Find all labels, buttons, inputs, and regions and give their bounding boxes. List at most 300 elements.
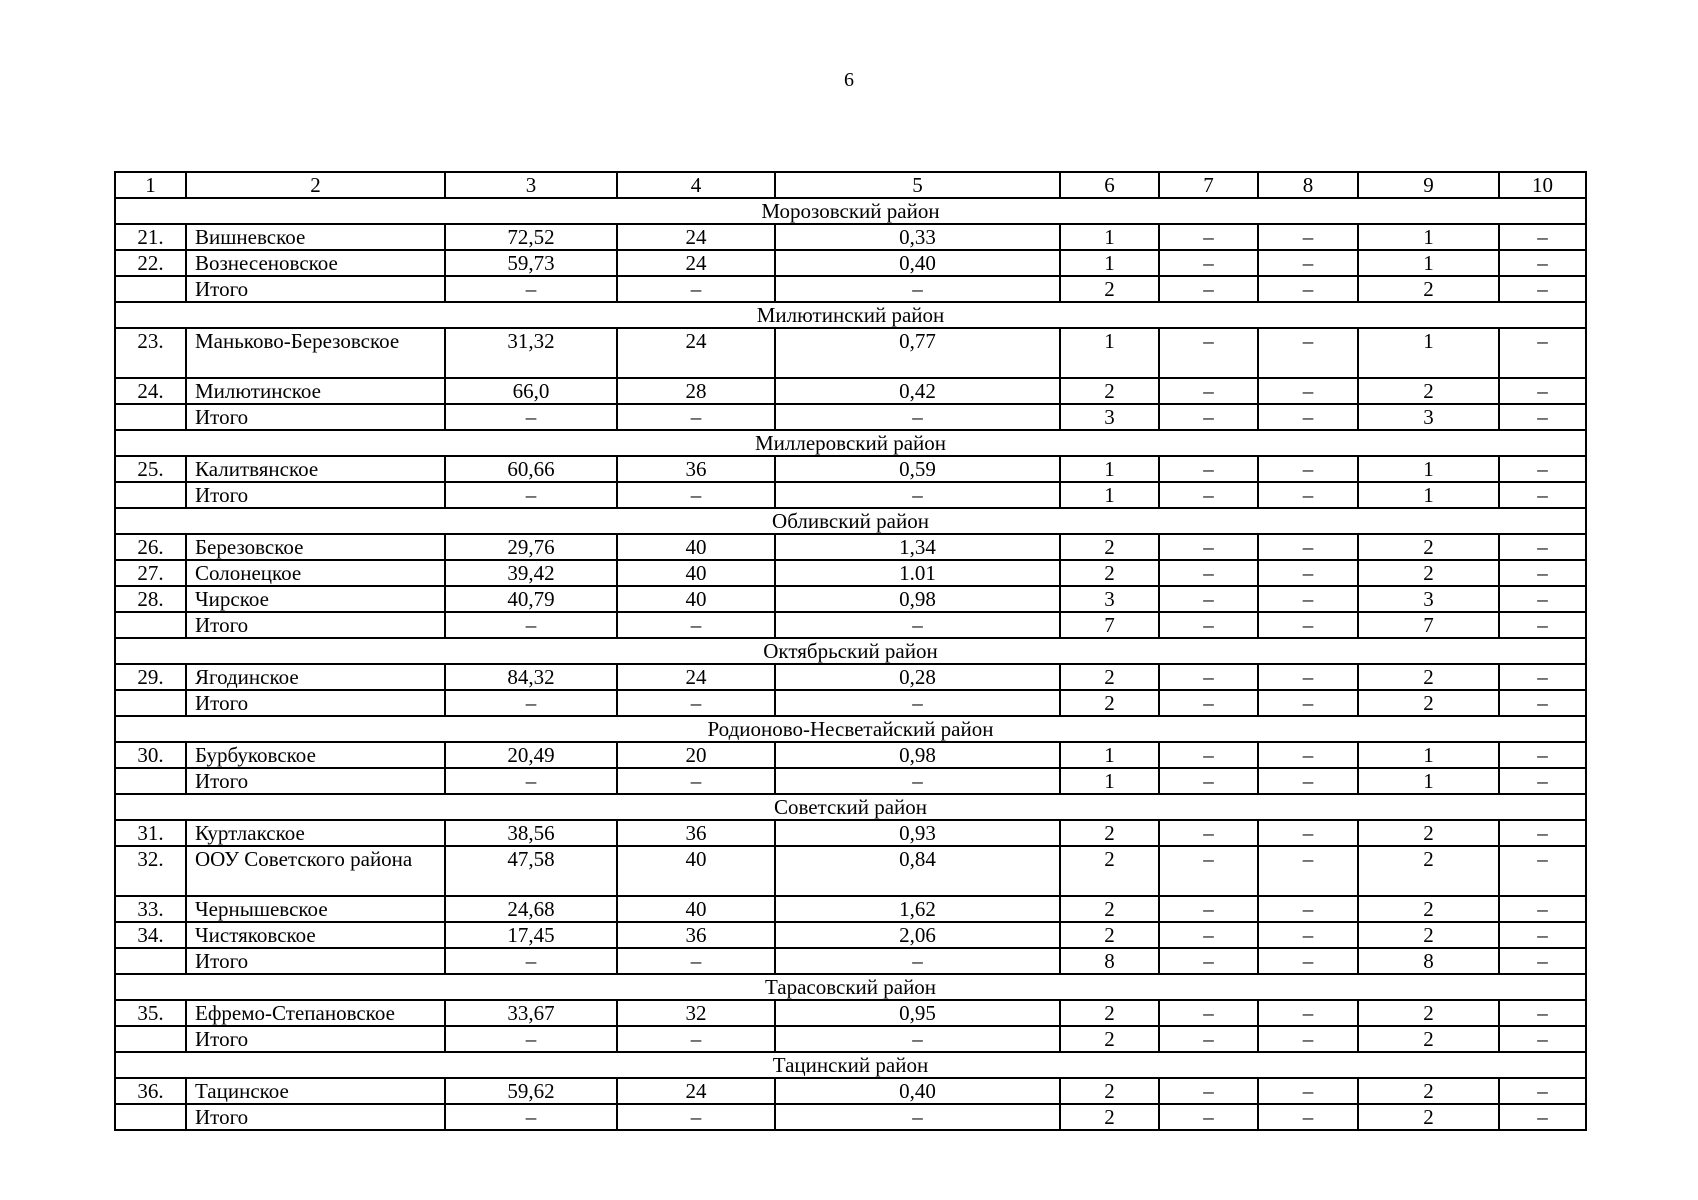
row-number-cell: 36. bbox=[115, 1078, 186, 1104]
value-cell: 24 bbox=[617, 328, 775, 378]
value-cell: 1.01 bbox=[775, 560, 1060, 586]
value-cell: – bbox=[1159, 948, 1258, 974]
value-cell: – bbox=[1159, 560, 1258, 586]
row-number-cell: 28. bbox=[115, 586, 186, 612]
settlement-name-cell: Бурбуковское bbox=[186, 742, 445, 768]
district-section-row bbox=[115, 794, 1586, 820]
value-cell: 0,98 bbox=[775, 742, 1060, 768]
district-section-row bbox=[115, 716, 1586, 742]
value-cell: 0,28 bbox=[775, 664, 1060, 690]
value-cell: 2 bbox=[1358, 1026, 1499, 1052]
value-cell: – bbox=[1258, 1078, 1358, 1104]
value-cell: – bbox=[1499, 276, 1586, 302]
district-title: Миллеровский район bbox=[115, 430, 1586, 456]
table-row bbox=[115, 456, 1586, 482]
district-section-row bbox=[115, 198, 1586, 224]
value-cell: – bbox=[1159, 1078, 1258, 1104]
value-cell: – bbox=[617, 1026, 775, 1052]
total-row bbox=[115, 948, 1586, 974]
settlement-name-cell: Ягодинское bbox=[186, 664, 445, 690]
value-cell: – bbox=[1499, 250, 1586, 276]
table-row bbox=[115, 534, 1586, 560]
table-row bbox=[115, 1000, 1586, 1026]
value-cell: – bbox=[1499, 846, 1586, 896]
total-row bbox=[115, 690, 1586, 716]
value-cell: 47,58 bbox=[445, 846, 617, 896]
value-cell: 0,59 bbox=[775, 456, 1060, 482]
value-cell: – bbox=[775, 612, 1060, 638]
value-cell: 60,66 bbox=[445, 456, 617, 482]
total-row bbox=[115, 768, 1586, 794]
row-number-cell: 23. bbox=[115, 328, 186, 378]
value-cell: 0,95 bbox=[775, 1000, 1060, 1026]
value-cell: – bbox=[1258, 250, 1358, 276]
value-cell: – bbox=[1159, 896, 1258, 922]
value-cell: – bbox=[1258, 378, 1358, 404]
district-title: Морозовский район bbox=[115, 198, 1586, 224]
table-row bbox=[115, 560, 1586, 586]
value-cell: – bbox=[1499, 948, 1586, 974]
row-number-cell: 29. bbox=[115, 664, 186, 690]
table-row bbox=[115, 846, 1586, 896]
row-number-cell: 34. bbox=[115, 922, 186, 948]
value-cell: – bbox=[1258, 534, 1358, 560]
settlement-name-cell: Ефремо-Степановское bbox=[186, 1000, 445, 1026]
column-number-cell: 10 bbox=[1499, 172, 1586, 198]
value-cell: – bbox=[1159, 664, 1258, 690]
value-cell: 3 bbox=[1060, 404, 1159, 430]
table-row bbox=[115, 922, 1586, 948]
value-cell: 1 bbox=[1060, 482, 1159, 508]
value-cell: – bbox=[1258, 948, 1358, 974]
settlements-table bbox=[114, 171, 1587, 1131]
value-cell: 0,84 bbox=[775, 846, 1060, 896]
settlement-name-cell: Калитвянское bbox=[186, 456, 445, 482]
value-cell: 0,98 bbox=[775, 586, 1060, 612]
value-cell: – bbox=[1159, 612, 1258, 638]
value-cell: – bbox=[1159, 1104, 1258, 1130]
value-cell: 24 bbox=[617, 250, 775, 276]
settlement-name-cell: Итого bbox=[186, 768, 445, 794]
value-cell: – bbox=[1258, 664, 1358, 690]
value-cell: – bbox=[1499, 1104, 1586, 1130]
district-section-row bbox=[115, 508, 1586, 534]
value-cell: – bbox=[1499, 586, 1586, 612]
value-cell: – bbox=[1159, 404, 1258, 430]
district-title: Тацинский район bbox=[115, 1052, 1586, 1078]
value-cell: 2 bbox=[1060, 1078, 1159, 1104]
settlement-name-cell: Тацинское bbox=[186, 1078, 445, 1104]
column-number-cell: 1 bbox=[115, 172, 186, 198]
row-number-cell: 30. bbox=[115, 742, 186, 768]
column-number-cell: 3 bbox=[445, 172, 617, 198]
settlement-name-cell: Березовское bbox=[186, 534, 445, 560]
value-cell: 40,79 bbox=[445, 586, 617, 612]
value-cell: 1 bbox=[1358, 250, 1499, 276]
column-number-cell: 6 bbox=[1060, 172, 1159, 198]
value-cell: – bbox=[1159, 276, 1258, 302]
value-cell: – bbox=[1499, 690, 1586, 716]
value-cell: 1 bbox=[1358, 328, 1499, 378]
value-cell: – bbox=[1499, 328, 1586, 378]
row-number-cell bbox=[115, 404, 186, 430]
settlement-name-cell: Итого bbox=[186, 1104, 445, 1130]
value-cell: – bbox=[445, 404, 617, 430]
district-section-row bbox=[115, 302, 1586, 328]
value-cell: 1 bbox=[1060, 768, 1159, 794]
value-cell: 1 bbox=[1060, 742, 1159, 768]
value-cell: 1 bbox=[1358, 482, 1499, 508]
value-cell: 1 bbox=[1358, 456, 1499, 482]
value-cell: 29,76 bbox=[445, 534, 617, 560]
table-row bbox=[115, 1078, 1586, 1104]
district-section-row bbox=[115, 638, 1586, 664]
value-cell: 24,68 bbox=[445, 896, 617, 922]
row-number-cell: 21. bbox=[115, 224, 186, 250]
value-cell: 8 bbox=[1060, 948, 1159, 974]
value-cell: – bbox=[1499, 664, 1586, 690]
row-number-cell: 26. bbox=[115, 534, 186, 560]
district-title: Октябрьский район bbox=[115, 638, 1586, 664]
table-row bbox=[115, 224, 1586, 250]
page-number: 6 bbox=[844, 69, 854, 91]
value-cell: – bbox=[617, 690, 775, 716]
column-number-cell: 5 bbox=[775, 172, 1060, 198]
table-row bbox=[115, 896, 1586, 922]
value-cell: 24 bbox=[617, 1078, 775, 1104]
value-cell: – bbox=[1258, 820, 1358, 846]
value-cell: 40 bbox=[617, 534, 775, 560]
total-row bbox=[115, 276, 1586, 302]
value-cell: – bbox=[1258, 404, 1358, 430]
value-cell: 7 bbox=[1358, 612, 1499, 638]
value-cell: 17,45 bbox=[445, 922, 617, 948]
value-cell: 2 bbox=[1358, 664, 1499, 690]
row-number-cell: 35. bbox=[115, 1000, 186, 1026]
value-cell: – bbox=[617, 276, 775, 302]
value-cell: 59,62 bbox=[445, 1078, 617, 1104]
value-cell: – bbox=[1258, 586, 1358, 612]
value-cell: – bbox=[1159, 846, 1258, 896]
value-cell: 1 bbox=[1060, 456, 1159, 482]
value-cell: 20 bbox=[617, 742, 775, 768]
value-cell: 1,62 bbox=[775, 896, 1060, 922]
settlement-name-cell: Итого bbox=[186, 404, 445, 430]
value-cell: – bbox=[445, 1104, 617, 1130]
value-cell: – bbox=[1258, 896, 1358, 922]
total-row bbox=[115, 404, 1586, 430]
value-cell: 2 bbox=[1060, 690, 1159, 716]
settlement-name-cell: Итого bbox=[186, 276, 445, 302]
value-cell: 8 bbox=[1358, 948, 1499, 974]
value-cell: – bbox=[445, 276, 617, 302]
column-number-cell: 9 bbox=[1358, 172, 1499, 198]
row-number-cell: 25. bbox=[115, 456, 186, 482]
value-cell: – bbox=[1159, 586, 1258, 612]
value-cell: – bbox=[1258, 1104, 1358, 1130]
value-cell: – bbox=[1159, 690, 1258, 716]
row-number-cell bbox=[115, 276, 186, 302]
value-cell: 3 bbox=[1358, 586, 1499, 612]
value-cell: 24 bbox=[617, 224, 775, 250]
value-cell: – bbox=[1159, 768, 1258, 794]
value-cell: – bbox=[617, 1104, 775, 1130]
settlement-name-cell: Вознесеновское bbox=[186, 250, 445, 276]
district-section-row bbox=[115, 974, 1586, 1000]
value-cell: – bbox=[1499, 1000, 1586, 1026]
row-number-cell bbox=[115, 1104, 186, 1130]
value-cell: 40 bbox=[617, 586, 775, 612]
value-cell: – bbox=[1258, 846, 1358, 896]
value-cell: 39,42 bbox=[445, 560, 617, 586]
row-number-cell: 31. bbox=[115, 820, 186, 846]
district-section-row bbox=[115, 430, 1586, 456]
value-cell: 33,67 bbox=[445, 1000, 617, 1026]
value-cell: – bbox=[1159, 378, 1258, 404]
value-cell: 2 bbox=[1358, 896, 1499, 922]
table-row bbox=[115, 378, 1586, 404]
value-cell: 2 bbox=[1060, 378, 1159, 404]
value-cell: 2 bbox=[1358, 534, 1499, 560]
value-cell: 2 bbox=[1358, 276, 1499, 302]
settlement-name-cell: Итого bbox=[186, 482, 445, 508]
value-cell: – bbox=[1499, 534, 1586, 560]
value-cell: 1 bbox=[1358, 742, 1499, 768]
value-cell: – bbox=[1499, 378, 1586, 404]
value-cell: – bbox=[1499, 482, 1586, 508]
settlement-name-cell: Чистяковское bbox=[186, 922, 445, 948]
value-cell: – bbox=[1258, 1000, 1358, 1026]
value-cell: 72,52 bbox=[445, 224, 617, 250]
value-cell: – bbox=[1499, 742, 1586, 768]
table-row bbox=[115, 250, 1586, 276]
row-number-cell: 33. bbox=[115, 896, 186, 922]
column-number-cell: 8 bbox=[1258, 172, 1358, 198]
value-cell: 2 bbox=[1358, 560, 1499, 586]
value-cell: – bbox=[775, 948, 1060, 974]
value-cell: – bbox=[775, 482, 1060, 508]
value-cell: 2 bbox=[1060, 1026, 1159, 1052]
value-cell: 1,34 bbox=[775, 534, 1060, 560]
value-cell: 2,06 bbox=[775, 922, 1060, 948]
value-cell: 40 bbox=[617, 896, 775, 922]
value-cell: – bbox=[1258, 922, 1358, 948]
value-cell: – bbox=[1499, 224, 1586, 250]
value-cell: 24 bbox=[617, 664, 775, 690]
total-row bbox=[115, 1026, 1586, 1052]
value-cell: 1 bbox=[1358, 768, 1499, 794]
value-cell: – bbox=[445, 1026, 617, 1052]
value-cell: 0,40 bbox=[775, 250, 1060, 276]
value-cell: – bbox=[445, 768, 617, 794]
settlement-name-cell: Милютинское bbox=[186, 378, 445, 404]
value-cell: 2 bbox=[1060, 896, 1159, 922]
district-title: Советский район bbox=[115, 794, 1586, 820]
value-cell: 38,56 bbox=[445, 820, 617, 846]
value-cell: 2 bbox=[1060, 1000, 1159, 1026]
settlement-name-cell: Куртлакское bbox=[186, 820, 445, 846]
column-number-cell: 4 bbox=[617, 172, 775, 198]
value-cell: – bbox=[1159, 224, 1258, 250]
value-cell: – bbox=[1499, 1078, 1586, 1104]
value-cell: – bbox=[775, 1104, 1060, 1130]
value-cell: – bbox=[445, 690, 617, 716]
value-cell: – bbox=[1499, 456, 1586, 482]
value-cell: – bbox=[1499, 820, 1586, 846]
value-cell: 2 bbox=[1358, 1078, 1499, 1104]
value-cell: – bbox=[445, 612, 617, 638]
value-cell: 2 bbox=[1358, 820, 1499, 846]
value-cell: – bbox=[1159, 1000, 1258, 1026]
value-cell: – bbox=[1159, 250, 1258, 276]
value-cell: 1 bbox=[1060, 250, 1159, 276]
value-cell: 0,42 bbox=[775, 378, 1060, 404]
row-number-cell: 24. bbox=[115, 378, 186, 404]
value-cell: 2 bbox=[1060, 922, 1159, 948]
value-cell: – bbox=[1258, 224, 1358, 250]
value-cell: 0,33 bbox=[775, 224, 1060, 250]
row-number-cell bbox=[115, 768, 186, 794]
value-cell: 31,32 bbox=[445, 328, 617, 378]
value-cell: – bbox=[1159, 456, 1258, 482]
row-number-cell bbox=[115, 690, 186, 716]
value-cell: – bbox=[445, 948, 617, 974]
table-row bbox=[115, 586, 1586, 612]
value-cell: – bbox=[1159, 820, 1258, 846]
value-cell: 2 bbox=[1358, 846, 1499, 896]
value-cell: 2 bbox=[1358, 378, 1499, 404]
settlement-name-cell: Чернышевское bbox=[186, 896, 445, 922]
value-cell: – bbox=[1258, 742, 1358, 768]
total-row bbox=[115, 612, 1586, 638]
total-row bbox=[115, 1104, 1586, 1130]
value-cell: 20,49 bbox=[445, 742, 617, 768]
value-cell: 2 bbox=[1060, 664, 1159, 690]
value-cell: 36 bbox=[617, 922, 775, 948]
value-cell: 36 bbox=[617, 456, 775, 482]
value-cell: 28 bbox=[617, 378, 775, 404]
value-cell: – bbox=[1258, 456, 1358, 482]
value-cell: – bbox=[1258, 328, 1358, 378]
value-cell: 0,40 bbox=[775, 1078, 1060, 1104]
settlement-name-cell: Итого bbox=[186, 948, 445, 974]
value-cell: – bbox=[1499, 1026, 1586, 1052]
value-cell: – bbox=[1159, 742, 1258, 768]
value-cell: 1 bbox=[1060, 328, 1159, 378]
value-cell: 84,32 bbox=[445, 664, 617, 690]
table-row bbox=[115, 820, 1586, 846]
value-cell: 2 bbox=[1060, 560, 1159, 586]
value-cell: – bbox=[1159, 328, 1258, 378]
district-title: Родионово-Несветайский район bbox=[115, 716, 1586, 742]
value-cell: – bbox=[1499, 896, 1586, 922]
value-cell: 1 bbox=[1060, 224, 1159, 250]
value-cell: 2 bbox=[1060, 276, 1159, 302]
value-cell: 36 bbox=[617, 820, 775, 846]
value-cell: – bbox=[1258, 612, 1358, 638]
value-cell: – bbox=[617, 768, 775, 794]
settlement-name-cell: ООУ Советского района bbox=[186, 846, 445, 896]
value-cell: 1 bbox=[1358, 224, 1499, 250]
settlement-name-cell: Итого bbox=[186, 690, 445, 716]
table-row bbox=[115, 328, 1586, 378]
value-cell: – bbox=[1258, 276, 1358, 302]
value-cell: 3 bbox=[1060, 586, 1159, 612]
table-row bbox=[115, 742, 1586, 768]
value-cell: 66,0 bbox=[445, 378, 617, 404]
value-cell: 40 bbox=[617, 846, 775, 896]
settlement-name-cell: Маньково-Березовское bbox=[186, 328, 445, 378]
value-cell: 2 bbox=[1358, 922, 1499, 948]
value-cell: – bbox=[1258, 1026, 1358, 1052]
row-number-cell: 27. bbox=[115, 560, 186, 586]
column-number-row bbox=[115, 172, 1586, 198]
value-cell: – bbox=[775, 1026, 1060, 1052]
value-cell: – bbox=[1258, 482, 1358, 508]
total-row bbox=[115, 482, 1586, 508]
value-cell: – bbox=[775, 404, 1060, 430]
value-cell: – bbox=[1499, 560, 1586, 586]
value-cell: – bbox=[775, 768, 1060, 794]
value-cell: – bbox=[1499, 922, 1586, 948]
value-cell: 59,73 bbox=[445, 250, 617, 276]
district-section-row bbox=[115, 1052, 1586, 1078]
row-number-cell bbox=[115, 612, 186, 638]
district-title: Обливский район bbox=[115, 508, 1586, 534]
table-body bbox=[115, 198, 1586, 1130]
district-title: Милютинский район bbox=[115, 302, 1586, 328]
value-cell: – bbox=[617, 404, 775, 430]
value-cell: 2 bbox=[1358, 1104, 1499, 1130]
value-cell: 2 bbox=[1358, 1000, 1499, 1026]
value-cell: – bbox=[1159, 534, 1258, 560]
value-cell: – bbox=[1258, 768, 1358, 794]
column-number-cell: 2 bbox=[186, 172, 445, 198]
value-cell: 2 bbox=[1060, 1104, 1159, 1130]
value-cell: 0,77 bbox=[775, 328, 1060, 378]
value-cell: 2 bbox=[1060, 820, 1159, 846]
value-cell: – bbox=[1159, 1026, 1258, 1052]
value-cell: 0,93 bbox=[775, 820, 1060, 846]
settlement-name-cell: Итого bbox=[186, 612, 445, 638]
value-cell: – bbox=[1159, 922, 1258, 948]
row-number-cell: 32. bbox=[115, 846, 186, 896]
settlement-name-cell: Итого bbox=[186, 1026, 445, 1052]
table-row bbox=[115, 664, 1586, 690]
row-number-cell bbox=[115, 482, 186, 508]
value-cell: – bbox=[445, 482, 617, 508]
column-number-cell: 7 bbox=[1159, 172, 1258, 198]
row-number-cell bbox=[115, 1026, 186, 1052]
settlement-name-cell: Солонецкое bbox=[186, 560, 445, 586]
value-cell: – bbox=[617, 612, 775, 638]
value-cell: 2 bbox=[1060, 846, 1159, 896]
value-cell: – bbox=[775, 276, 1060, 302]
value-cell: – bbox=[775, 690, 1060, 716]
value-cell: 32 bbox=[617, 1000, 775, 1026]
row-number-cell: 22. bbox=[115, 250, 186, 276]
value-cell: – bbox=[617, 482, 775, 508]
settlement-name-cell: Чирское bbox=[186, 586, 445, 612]
settlement-name-cell: Вишневское bbox=[186, 224, 445, 250]
row-number-cell bbox=[115, 948, 186, 974]
value-cell: – bbox=[1499, 768, 1586, 794]
value-cell: – bbox=[1258, 690, 1358, 716]
district-title: Тарасовский район bbox=[115, 974, 1586, 1000]
value-cell: – bbox=[1499, 404, 1586, 430]
value-cell: 2 bbox=[1060, 534, 1159, 560]
value-cell: – bbox=[1499, 612, 1586, 638]
